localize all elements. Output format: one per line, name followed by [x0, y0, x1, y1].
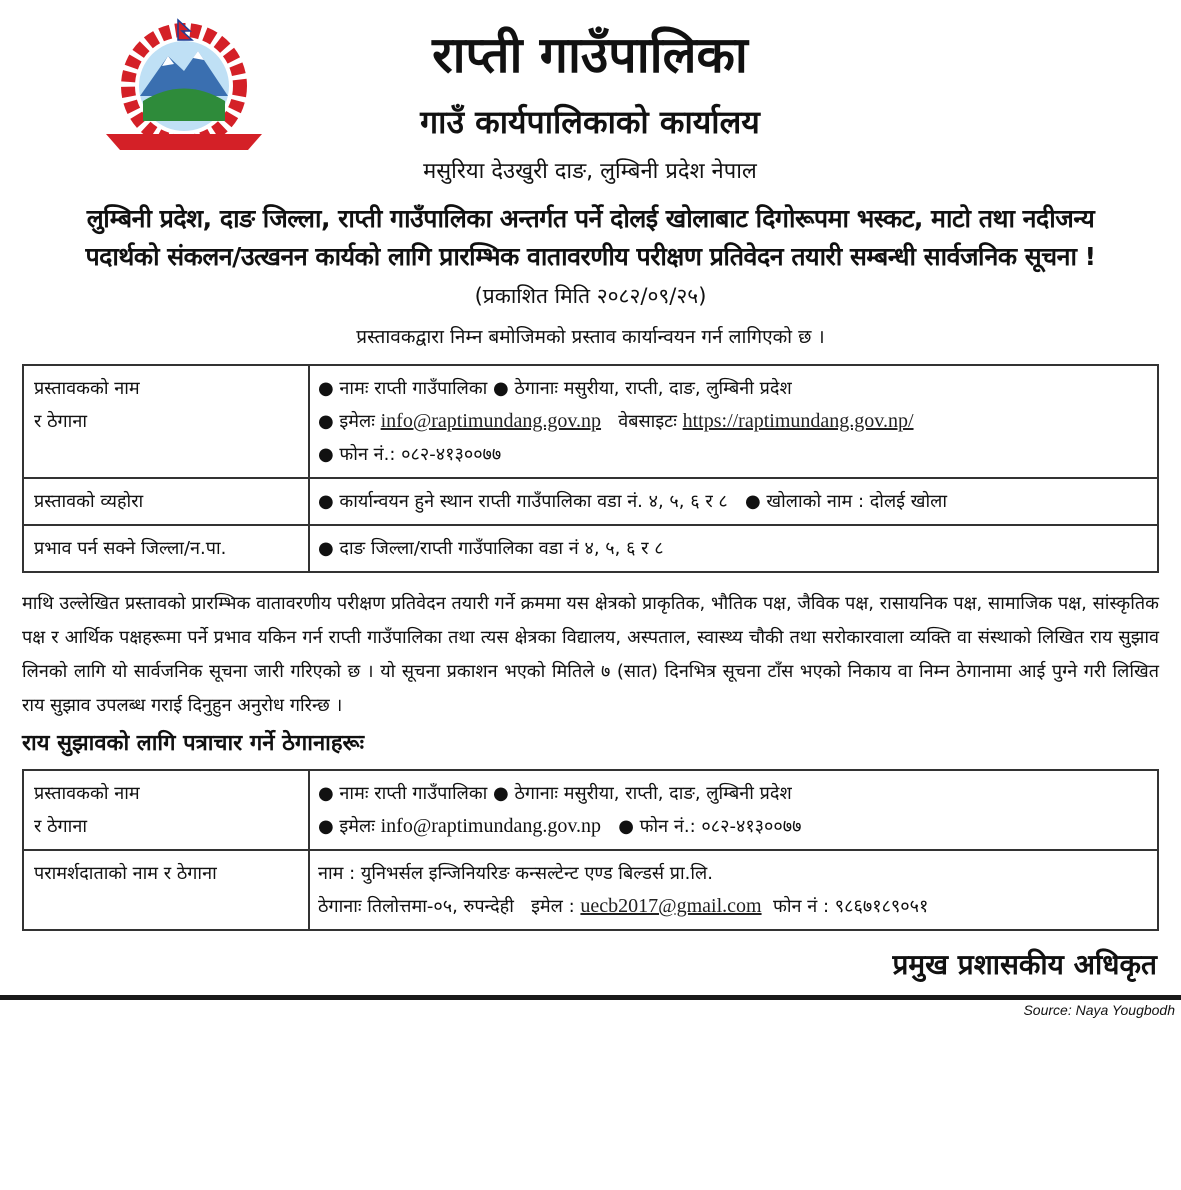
table-label [23, 770, 309, 850]
published-date: (प्रकाशित मिति २०८२/०९/२५) [474, 284, 707, 308]
table-label: प्रभाव पर्न सक्ने जिल्ला/न.पा. [23, 525, 309, 572]
consultant-email-label: इमेल : [531, 896, 575, 917]
notice-body [22, 200, 1159, 985]
table-row [23, 525, 1158, 572]
email-link[interactable]: info@raptimundang.gov.np [380, 410, 602, 432]
consultant-cell [309, 850, 1158, 930]
phone: ● फोन नं.: ०८२-४१३००७७ [618, 816, 802, 837]
proponent-cell [309, 770, 1158, 850]
phone: ● फोन नं.: ०८२-४१३००७७ [318, 444, 502, 465]
label-text: प्रस्तावकको नाम [34, 378, 140, 399]
proposal-details-table [22, 364, 1159, 573]
letterhead [0, 0, 1181, 200]
municipality-title: राप्ती गाउँपालिका [432, 26, 748, 84]
nepal-emblem-logo [98, 16, 270, 164]
correspondence-table [22, 769, 1159, 931]
table-label: प्रस्तावको व्यहोरा [23, 478, 309, 525]
source-credit: Source: Naya Yougbodh [1023, 1002, 1175, 1018]
proponent-address: ● ठेगानाः मसुरीया, राप्ती, दाङ, लुम्बिनी प्रदेश [493, 378, 792, 399]
consultant-address: ठेगानाः तिलोत्तमा-०५, रुपन्देही [318, 896, 514, 917]
consultant-email-link[interactable]: uecb2017@gmail.com [580, 895, 762, 917]
email: info@raptimundang.gov.np [380, 815, 602, 837]
label-text: र ठेगाना [34, 816, 87, 837]
proponent-cell [309, 365, 1158, 478]
notice-headline-line2: पदार्थको संकलन/उत्खनन कार्यको लागि प्रारम्भिक वातावरणीय परीक्षण प्रतिवेदन तयारी सम्बन्धी सार्वजनिक सूचना ! [85, 242, 1096, 271]
proposal-cell [309, 478, 1158, 525]
table-row [23, 478, 1158, 525]
table-row [23, 850, 1158, 930]
website-link[interactable]: https://raptimundang.gov.np/ [682, 410, 914, 432]
office-address: मसुरिया देउखुरी दाङ, लुम्बिनी प्रदेश नेपाल [423, 159, 757, 184]
consultant-name: नाम : युनिभर्सल इन्जिनियरिङ कन्सल्टेन्ट एण्ड बिल्डर्स प्रा.लि. [318, 863, 713, 884]
river-name: ● खोलाको नाम : दोलई खोला [744, 491, 947, 512]
notice-headline-line1: लुम्बिनी प्रदेश, दाङ जिल्ला, राप्ती गाउँपालिका अन्तर्गत पर्ने दोलई खोलाबाट दिगोरूपमा भस्कट, माटो तथा नदीजन्य [86, 204, 1095, 233]
affected-area: ● दाङ जिल्ला/राप्ती गाउँपालिका वडा नं ४, ५, ६ र ८ [309, 525, 1158, 572]
label-text: र ठेगाना [34, 411, 87, 432]
email-label: ● इमेलः [318, 411, 375, 432]
intro-text: प्रस्तावकद्वारा निम्न बमोजिमको प्रस्ताव कार्यान्वयन गर्न लागिएको छ । [356, 326, 825, 348]
proponent-name: ● नामः राप्ती गाउँपालिका [318, 783, 488, 804]
office-subtitle: गाउँ कार्यपालिकाको कार्यालय [420, 103, 760, 141]
location: ● कार्यान्वयन हुने स्थान राप्ती गाउँपालिका वडा नं. ४, ५, ६ र ८ [318, 491, 728, 512]
consultant-phone: फोन नं : ९८६७१८९०५१ [773, 896, 929, 917]
website-label: वेबसाइटः [618, 411, 677, 432]
notice-paragraph: माथि उल्लेखित प्रस्तावको प्रारम्भिक वातावरणीय परीक्षण प्रतिवेदन तयारी गर्ने क्रममा यस क्षेत्रको प्राकृतिक, भौतिक पक्ष, जैविक पक्ष, रासायनिक पक्ष, सामाजिक पक्ष, सांस्कृतिक पक्ष र आर्थिक पक्षहरूमा पर्ने प्रभाव यकिन गर्न राप्ती गाउँपालिका तथा त्यस क्षेत्रका विद्यालय, अस्पताल, स्वास्थ्य चौकी तथा सरोकारवाला व्यक्ति वा संस्थाको लिखित राय सुझाव लिनको लागि यो सार्वजनिक सूचना जारी गरिएको छ । यो सूचना प्रकाशन भएको मितिले ७ (सात) दिनभित्र सूचना टाँस भएको निकाय वा निम्न ठेगानामा आई पुग्ने गरी लिखित राय सुझाव उपलब्ध गराई दिनुहुन अनुरोध गरिन्छ । [22, 593, 1159, 716]
signature-title: प्रमुख प्रशासकीय अधिकृत [892, 948, 1157, 981]
correspondence-heading: राय सुझावको लागि पत्राचार गर्ने ठेगानाहरूः [22, 731, 365, 756]
table-row [23, 365, 1158, 478]
email-label: ● इमेलः [318, 816, 375, 837]
proponent-name: ● नामः राप्ती गाउँपालिका [318, 378, 488, 399]
table-row [23, 770, 1158, 850]
table-label: परामर्शदाताको नाम र ठेगाना [23, 850, 309, 930]
label-text: प्रस्तावकको नाम [34, 783, 140, 804]
table-label [23, 365, 309, 478]
proponent-address: ● ठेगानाः मसुरीया, राप्ती, दाङ, लुम्बिनी प्रदेश [493, 783, 792, 804]
